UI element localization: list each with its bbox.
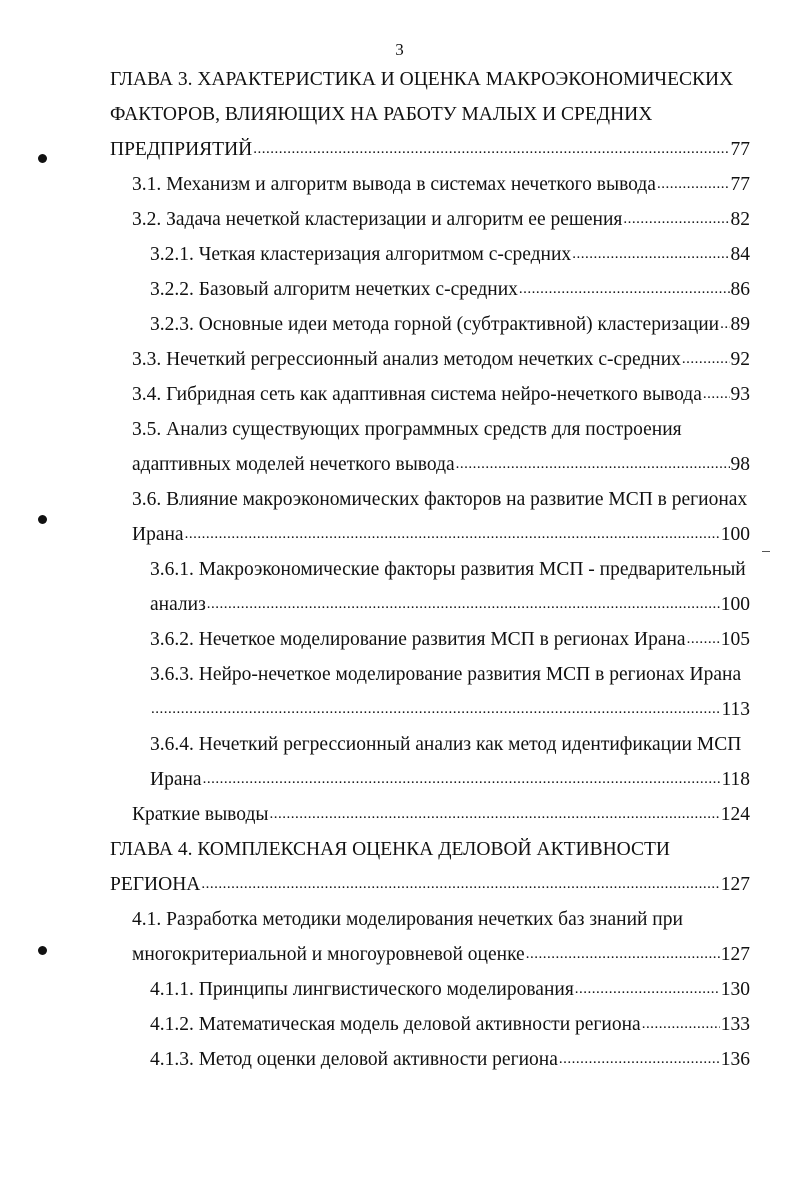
toc-entry-text: ФАКТОРОВ, ВЛИЯЮЩИХ НА РАБОТУ МАЛЫХ И СРЕДНИХ bbox=[110, 104, 653, 125]
toc-page-number: 133 bbox=[720, 1014, 750, 1035]
toc-line-chapter-3-title-2[interactable] bbox=[110, 97, 750, 132]
toc-entry-text: 4.1. Разработка методики моделирования нечетких баз знаний при bbox=[132, 909, 683, 930]
toc-entry-text: 3.6.4. Нечеткий регрессионный анализ как метод идентификации МСП bbox=[150, 734, 742, 755]
dot-leader bbox=[269, 797, 719, 832]
dot-leader bbox=[526, 937, 720, 972]
toc-entry-3-6-3-line-1[interactable] bbox=[150, 657, 750, 692]
toc-page-number: 86 bbox=[730, 279, 750, 300]
toc-entry-3-6-1-line-1[interactable] bbox=[150, 552, 750, 587]
toc-entry-4-1-1[interactable] bbox=[150, 972, 750, 1007]
toc-entry-text: 3.5. Анализ существующих программных средств для построения bbox=[132, 419, 682, 440]
toc-entry-text: 3.6.3. Нейро-нечеткое моделирование развития МСП в регионах Ирана bbox=[150, 664, 742, 685]
dot-leader bbox=[572, 237, 729, 272]
dot-leader bbox=[253, 132, 729, 167]
toc-page-number: 77 bbox=[730, 139, 750, 160]
toc-entry-3-6-3[interactable] bbox=[150, 692, 750, 727]
toc-entry-text: РЕГИОНА bbox=[110, 874, 201, 895]
binding-hole-mark bbox=[38, 154, 47, 163]
toc-entry-3-6-1[interactable] bbox=[150, 587, 750, 622]
scan-artifact-mark bbox=[762, 551, 770, 552]
dot-leader bbox=[703, 377, 730, 412]
toc-page-number: 113 bbox=[721, 699, 750, 720]
toc-entry-text: 4.1.1. Принципы лингвистического моделирования bbox=[150, 979, 574, 1000]
toc-entry-3-2-3[interactable] bbox=[150, 307, 750, 342]
toc-entry-text: 3.1. Механизм и алгоритм вывода в системах нечеткого вывода bbox=[132, 174, 656, 195]
toc-entry-3-2-1[interactable] bbox=[150, 237, 750, 272]
toc-page-number: 100 bbox=[720, 594, 750, 615]
toc-entry-text: 3.3. Нечеткий регрессионный анализ методом нечетких с-средних bbox=[132, 349, 681, 370]
toc-entry-text: 3.6.1. Макроэкономические факторы развития МСП - предварительный bbox=[150, 559, 746, 580]
binding-hole-mark bbox=[38, 515, 47, 524]
page-number: 3 bbox=[395, 40, 404, 59]
toc-entry-3-6-line-1[interactable] bbox=[132, 482, 750, 517]
toc-page-number: 105 bbox=[720, 629, 750, 650]
toc-page-number: 124 bbox=[720, 804, 750, 825]
toc-entry-text: 4.1.2. Математическая модель деловой активности региона bbox=[150, 1014, 641, 1035]
dot-leader bbox=[519, 272, 730, 307]
dot-leader bbox=[185, 517, 720, 552]
toc-entry-text: адаптивных моделей нечеткого вывода bbox=[132, 454, 455, 475]
toc-entry-3-3[interactable] bbox=[132, 342, 750, 377]
toc-entry-text: Ирана bbox=[150, 769, 202, 790]
toc-entry-3-6-4-line-1[interactable] bbox=[150, 727, 750, 762]
toc-page-number: 118 bbox=[721, 769, 750, 790]
toc-entry-3-4[interactable] bbox=[132, 377, 750, 412]
dot-leader bbox=[203, 762, 721, 797]
toc-entry-text: 3.2.2. Базовый алгоритм нечетких с-средних bbox=[150, 279, 518, 300]
toc-entry-3-6-2[interactable] bbox=[150, 622, 750, 657]
toc-entry-text: Краткие выводы bbox=[132, 804, 269, 825]
toc-entry-text: 3.6.2. Нечеткое моделирование развития МСП в регионах Ирана bbox=[150, 629, 686, 650]
toc-entry-text: 3.2.1. Четкая кластеризация алгоритмом с-средних bbox=[150, 244, 572, 265]
toc-entry-chapter-4[interactable] bbox=[110, 867, 750, 902]
toc-page-number: 136 bbox=[720, 1049, 750, 1070]
toc-entry-text: ПРЕДПРИЯТИЙ bbox=[110, 139, 253, 160]
toc-entry-text: 3.2.3. Основные идеи метода горной (субтрактивной) кластеризации bbox=[150, 314, 720, 335]
toc-page-number: 127 bbox=[720, 944, 750, 965]
toc-entry-text: 3.6. Влияние макроэкономических факторов на развитие МСП в регионах bbox=[132, 489, 748, 510]
dot-leader bbox=[720, 307, 729, 342]
dot-leader bbox=[575, 972, 720, 1007]
dot-leader bbox=[657, 167, 730, 202]
toc-entry-3-5[interactable] bbox=[132, 447, 750, 482]
toc-page-number: 130 bbox=[720, 979, 750, 1000]
toc-entry-3-6[interactable] bbox=[132, 517, 750, 552]
toc-page-number: 77 bbox=[730, 174, 750, 195]
toc-entry-3-5-line-1[interactable] bbox=[132, 412, 750, 447]
dot-leader bbox=[687, 622, 720, 657]
toc-entry-text: Ирана bbox=[132, 524, 184, 545]
toc-entry-text: ГЛАВА 4. КОМПЛЕКСНАЯ ОЦЕНКА ДЕЛОВОЙ АКТИВНОСТИ bbox=[110, 839, 671, 860]
toc-entry-chapter-3[interactable] bbox=[110, 132, 750, 167]
toc-line-chapter-4-title-1[interactable] bbox=[110, 832, 750, 867]
toc-entry-3-2[interactable] bbox=[132, 202, 750, 237]
dot-leader bbox=[201, 867, 719, 902]
toc-entry-text: ГЛАВА 3. ХАРАКТЕРИСТИКА И ОЦЕНКА МАКРОЭКОНОМИЧЕСКИХ bbox=[110, 69, 734, 90]
toc-entry-text: 3.4. Гибридная сеть как адаптивная система нейро-нечеткого вывода bbox=[132, 384, 702, 405]
toc-page-number: 82 bbox=[730, 209, 750, 230]
toc-page-number: 92 bbox=[730, 349, 750, 370]
dot-leader bbox=[151, 692, 720, 727]
toc-entry-text: анализ bbox=[150, 594, 206, 615]
toc-entry-4-1-line-1[interactable] bbox=[132, 902, 750, 937]
toc-page-number: 127 bbox=[720, 874, 750, 895]
dot-leader bbox=[623, 202, 729, 237]
toc-page-number: 84 bbox=[730, 244, 750, 265]
toc-page-number: 93 bbox=[730, 384, 750, 405]
toc-entry-4-1[interactable] bbox=[132, 937, 750, 972]
toc-entry-summary[interactable] bbox=[132, 797, 750, 832]
dot-leader bbox=[642, 1007, 720, 1042]
dot-leader bbox=[559, 1042, 720, 1077]
toc-entry-3-1[interactable] bbox=[132, 167, 750, 202]
dot-leader bbox=[456, 447, 730, 482]
binding-hole-mark bbox=[38, 946, 47, 955]
toc-page-number: 89 bbox=[730, 314, 750, 335]
toc-entry-text: 3.2. Задача нечеткой кластеризации и алгоритм ее решения bbox=[132, 209, 623, 230]
toc-entry-3-6-4[interactable] bbox=[150, 762, 750, 797]
toc-line-chapter-3-title-1[interactable] bbox=[110, 62, 750, 97]
toc-page-number: 98 bbox=[730, 454, 750, 475]
toc-page-number: 100 bbox=[720, 524, 750, 545]
toc-entry-3-2-2[interactable] bbox=[150, 272, 750, 307]
toc-entry-4-1-3[interactable] bbox=[150, 1042, 750, 1077]
toc-entry-text: многокритериальной и многоуровневой оценке bbox=[132, 944, 525, 965]
toc-entry-text: 4.1.3. Метод оценки деловой активности региона bbox=[150, 1049, 558, 1070]
dot-leader bbox=[682, 342, 730, 377]
toc-entry-4-1-2[interactable] bbox=[150, 1007, 750, 1042]
dot-leader bbox=[207, 587, 720, 622]
